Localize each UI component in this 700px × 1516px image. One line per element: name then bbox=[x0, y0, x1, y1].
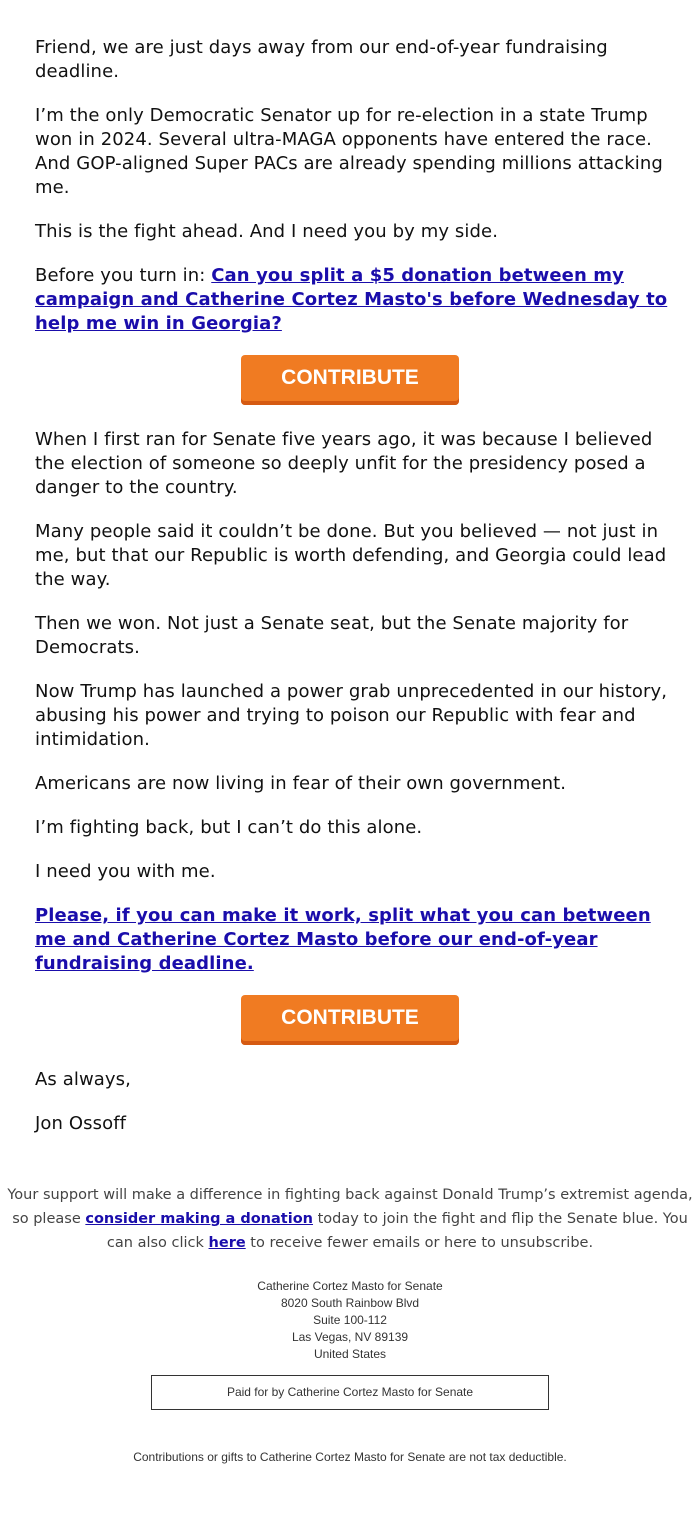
paragraph-need-you: I need you with me. bbox=[35, 861, 216, 882]
paragraph-ask bbox=[35, 264, 670, 336]
paragraph-split-ask bbox=[35, 904, 670, 976]
address-country: United States bbox=[313, 1347, 387, 1361]
split-deadline-link[interactable]: Please, if you can make it work, split what you can between me and Catherine Cortez Masto before our end-of-year fundraising deadline. bbox=[35, 905, 651, 974]
signature-name: Jon Ossoff bbox=[35, 1113, 127, 1134]
ask-prefix: Before you turn in: bbox=[35, 265, 212, 286]
paragraph-we-won: Then we won. Not just a Senate seat, but the Senate majority for Democrats. bbox=[35, 613, 629, 658]
address-street: 8020 South Rainbow Blvd bbox=[280, 1296, 420, 1310]
paragraph-fear: Americans are now living in fear of their own government. bbox=[35, 773, 567, 794]
tax-disclaimer: Contributions or gifts to Catherine Cortez Masto for Senate are not tax deductible. bbox=[133, 1450, 567, 1464]
footer-support-before: Your support will make a difference in fighting back against Donald Trump’s extremist agenda, so please bbox=[7, 1187, 693, 1227]
fewer-emails-link[interactable]: here bbox=[208, 1235, 246, 1251]
paragraph-fighting-back: I’m fighting back, but I can’t do this alone. bbox=[35, 817, 423, 838]
signoff-text: As always, bbox=[35, 1069, 131, 1090]
paragraph-first-ran: When I first ran for Senate five years ago, it was because I believed the election of someone so deeply unfit for the presidency posed a danger to the country. bbox=[35, 429, 653, 498]
paragraph-deadline: Friend, we are just days away from our end-of-year fundraising deadline. bbox=[35, 37, 608, 82]
contribute-button-bottom[interactable]: CONTRIBUTE bbox=[241, 995, 459, 1045]
paid-for-disclaimer-box: Paid for by Catherine Cortez Masto for Senate bbox=[151, 1375, 549, 1410]
paragraph-power-grab: Now Trump has launched a power grab unprecedented in our history, abusing his power and trying to poison our Republic with fear and intimidation. bbox=[35, 681, 668, 750]
footer-support-after: to receive fewer emails or here to unsubscribe. bbox=[245, 1235, 594, 1251]
footer-support-middle: today to join the fight and flip the Senate blue. You can also click bbox=[106, 1211, 688, 1251]
paragraph-believed: Many people said it couldn’t be done. But you believed — not just in me, but that our Republic is worth defending, and Georgia could lead the way. bbox=[35, 521, 667, 590]
consider-donation-link[interactable]: consider making a donation bbox=[85, 1211, 313, 1227]
paragraph-reelection: I’m the only Democratic Senator up for re-election in a state Trump won in 2024. Several ultra-MAGA opponents have entered the race. And GOP-aligned Super PACs are already spending millions attacking me. bbox=[35, 105, 663, 198]
address-suite: Suite 100-112 bbox=[313, 1313, 387, 1327]
mailing-address bbox=[0, 1278, 700, 1363]
paragraph-fight-ahead: This is the fight ahead. And I need you by my side. bbox=[35, 221, 499, 242]
split-donation-link[interactable]: Can you split a $5 donation between my campaign and Catherine Cortez Masto's before Wednesday to help me win in Georgia? bbox=[35, 265, 668, 334]
address-city: Las Vegas, NV 89139 bbox=[291, 1330, 409, 1344]
address-org: Catherine Cortez Masto for Senate bbox=[257, 1279, 443, 1293]
footer-support-text bbox=[0, 1183, 700, 1255]
contribute-button-top[interactable]: CONTRIBUTE bbox=[241, 355, 459, 405]
